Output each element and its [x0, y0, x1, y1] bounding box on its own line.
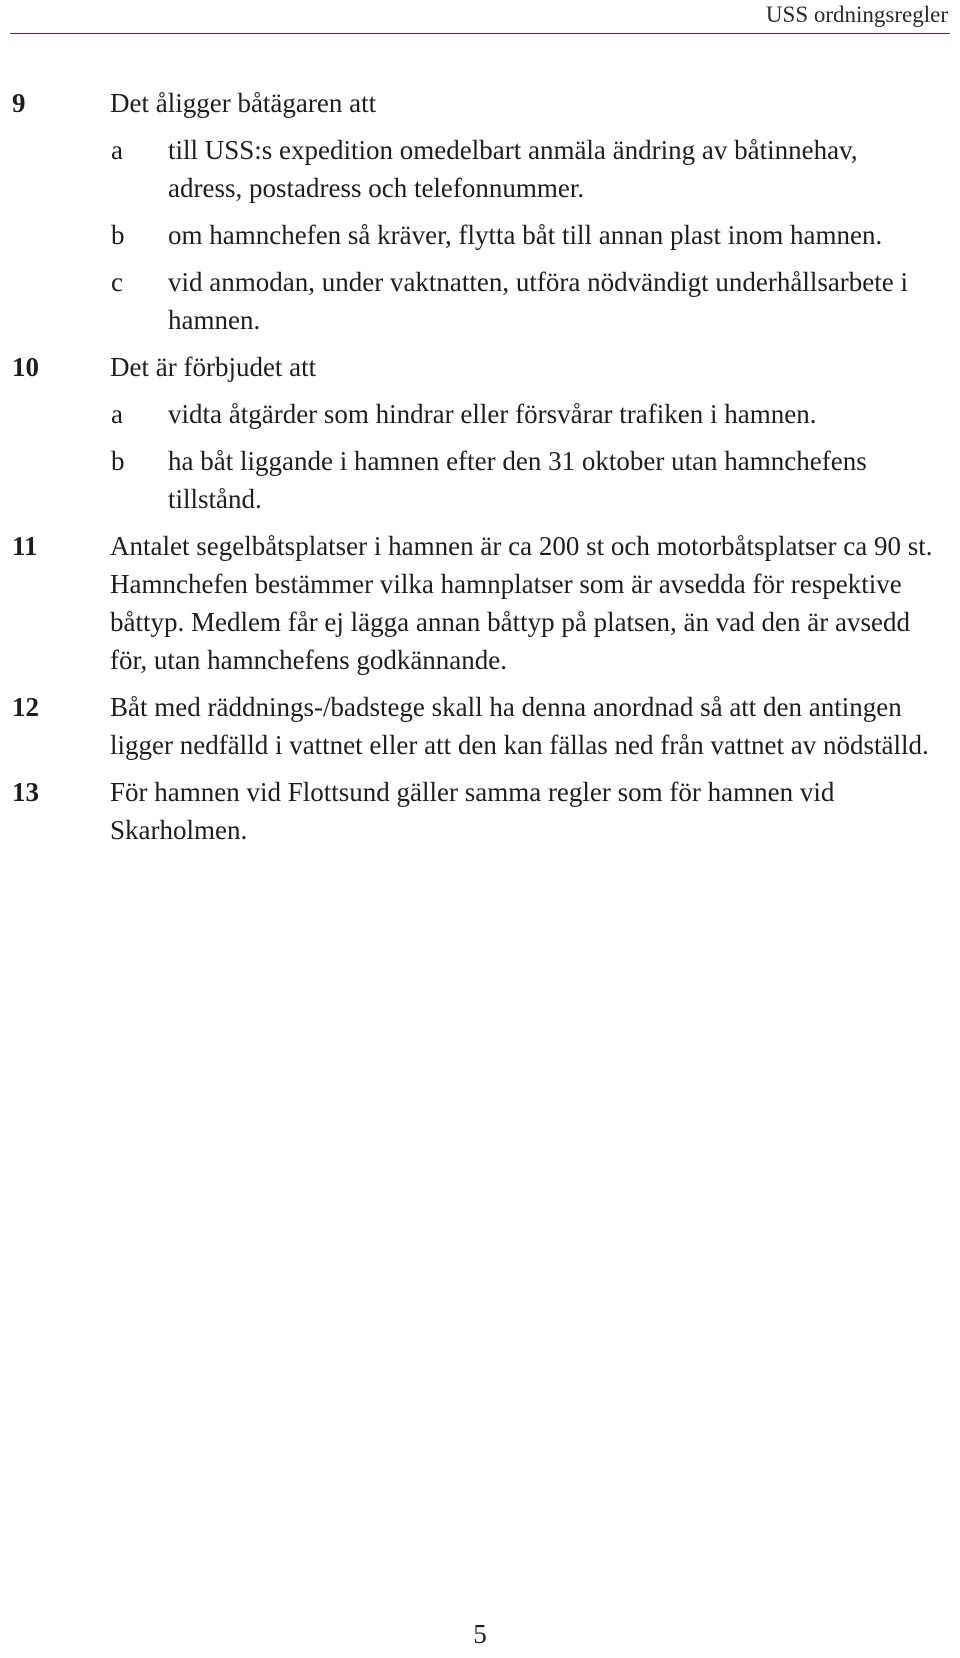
- rules-list: [0, 84, 960, 849]
- rule-item-a: [0, 395, 960, 433]
- page-number: 5: [473, 1619, 487, 1649]
- item-text: ha båt liggande i hamnen efter den 31 oktober utan hamnchefens tillstånd.: [168, 446, 867, 514]
- rule-text: Antalet segelbåtsplatser i hamnen är ca 200 st och motorbåtsplatser ca 90 st. Hamnchefen bestämmer vilka hamnplatser som är avsedda för respektive båttyp. Medlem får ej lägga annan båttyp på platsen, än vad den är avsedd för, utan hamnchefens godkännande.: [110, 531, 933, 675]
- rule-number: 12: [12, 692, 39, 722]
- item-letter: a: [111, 399, 123, 429]
- rule-11: [0, 527, 960, 679]
- rule-number: 13: [12, 777, 39, 807]
- rule-text: Det åligger båtägaren att: [110, 88, 377, 118]
- rule-12: [0, 688, 960, 764]
- item-letter: a: [111, 135, 123, 165]
- rule-item-b: [0, 216, 960, 254]
- item-text: till USS:s expedition omedelbart anmäla ändring av båtinnehav, adress, postadress och telefonnummer.: [168, 135, 858, 203]
- rule-text: Båt med räddnings-/badstege skall ha denna anordnad så att den antingen ligger nedfälld i vattnet eller att den kan fällas ned från vattnet av nödställd.: [110, 692, 929, 760]
- rule-number: 11: [12, 531, 38, 561]
- rule-text: För hamnen vid Flottsund gäller samma regler som för hamnen vid Skarholmen.: [110, 777, 835, 845]
- rule-number: 9: [12, 88, 26, 118]
- item-text: vidta åtgärder som hindrar eller försvårar trafiken i hamnen.: [168, 399, 817, 429]
- rule-item-c: [0, 263, 960, 339]
- item-letter: c: [111, 267, 123, 297]
- rule-item-a: [0, 131, 960, 207]
- item-text: om hamnchefen så kräver, flytta båt till annan plast inom hamnen.: [168, 220, 883, 250]
- rule-item-b: [0, 442, 960, 518]
- rule-text: Det är förbjudet att: [110, 352, 317, 382]
- rule-number: 10: [12, 352, 39, 382]
- rule-13: [0, 773, 960, 849]
- item-text: vid anmodan, under vaktnatten, utföra nödvändigt underhållsarbete i hamnen.: [168, 267, 909, 335]
- rule-9: [0, 84, 960, 339]
- page-header: [10, 0, 950, 34]
- item-letter: b: [111, 220, 125, 250]
- rule-10: [0, 348, 960, 518]
- item-letter: b: [111, 446, 125, 476]
- document-title: USS ordningsregler: [765, 2, 948, 27]
